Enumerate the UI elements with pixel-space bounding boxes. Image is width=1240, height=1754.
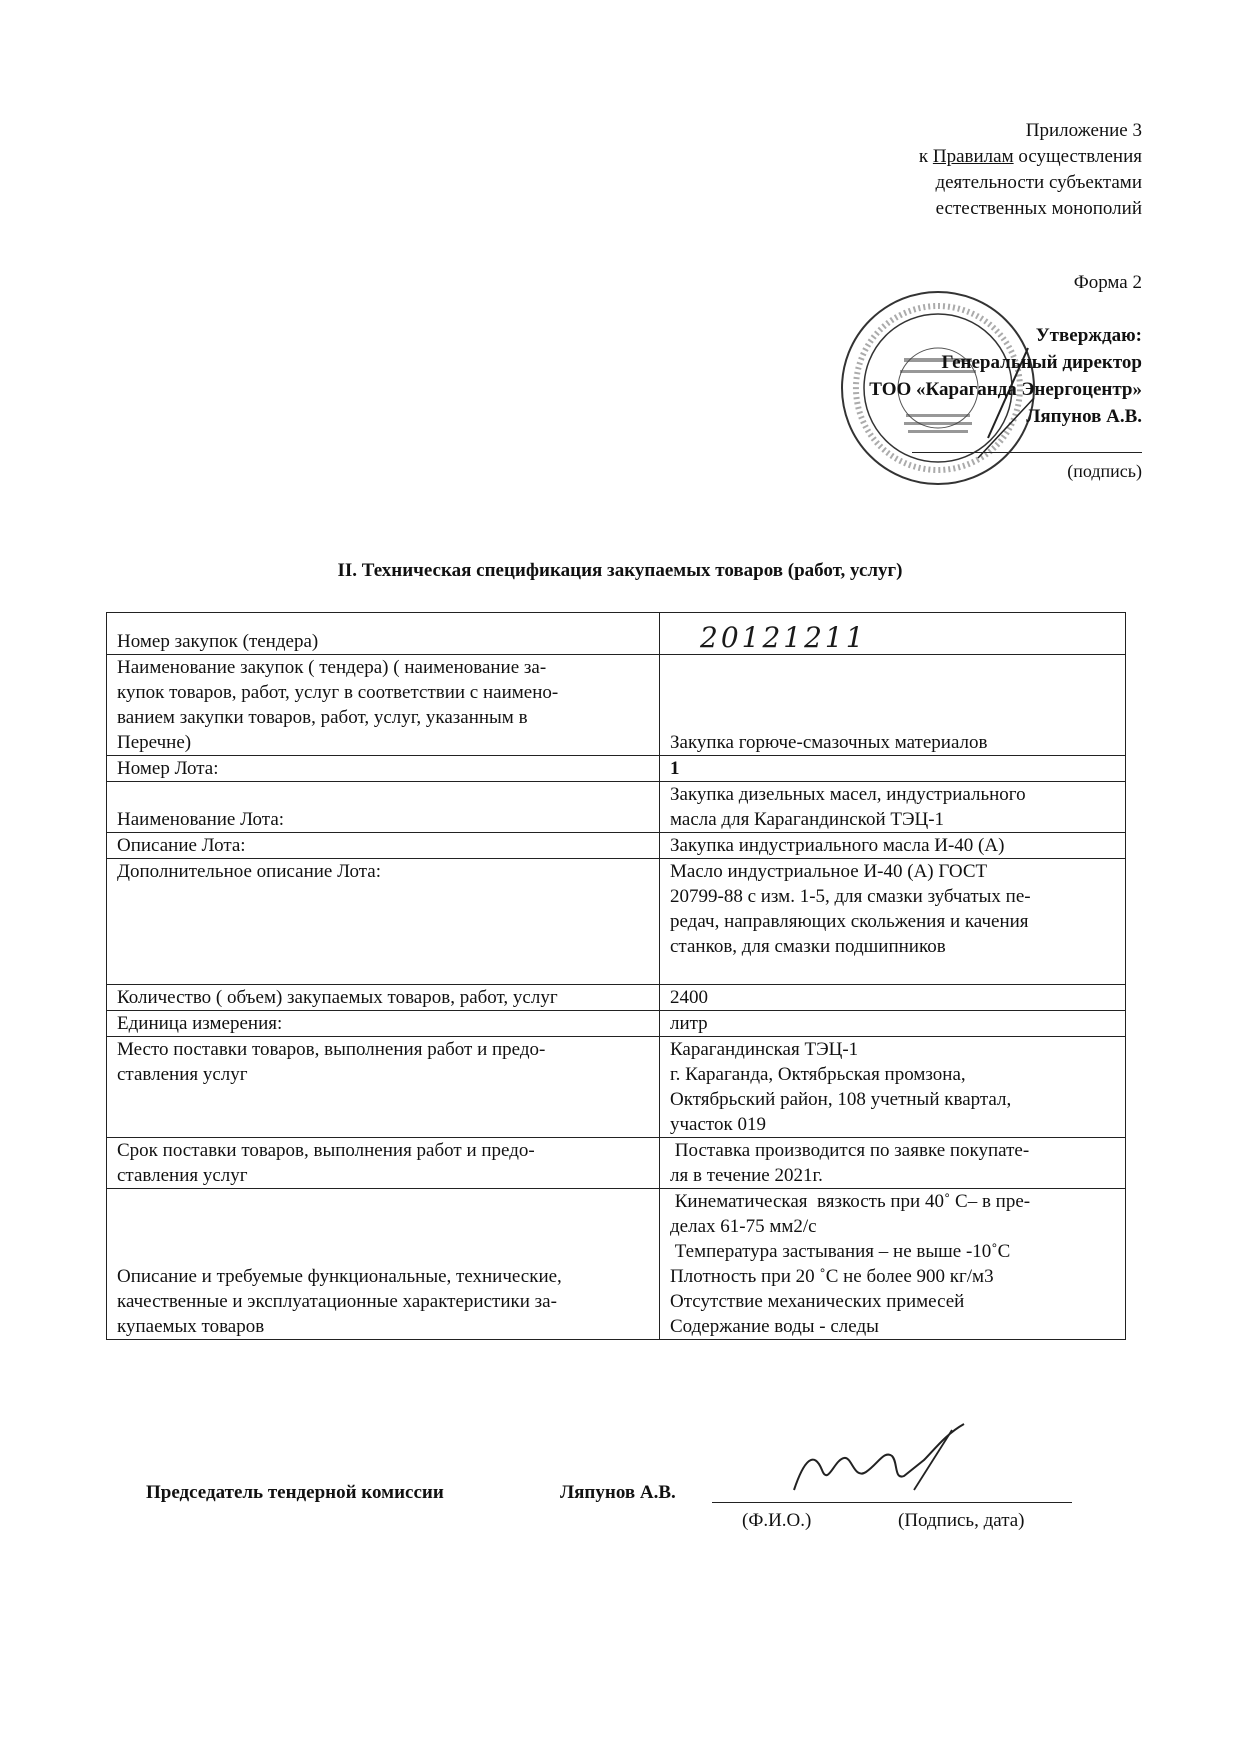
table-row <box>107 1138 1126 1189</box>
value-line: станков, для смазки подшипников <box>670 936 946 957</box>
table-row <box>107 859 1126 985</box>
row-label <box>107 1037 660 1138</box>
table-row <box>107 1011 1126 1037</box>
signature-line <box>712 1502 1072 1503</box>
table-row <box>107 782 1126 833</box>
table-row <box>107 613 1126 655</box>
appendix-line-2-rest: осуществления <box>1013 146 1142 167</box>
row-value: 1 <box>660 756 1126 782</box>
row-label: Единица измерения: <box>107 1011 660 1037</box>
handwritten-tender-number: 20121211 <box>700 621 867 654</box>
label-line: Срок поставки товаров, выполнения работ и предо- <box>117 1140 535 1161</box>
value-line: Поставка производится по заявке покупате- <box>670 1140 1030 1161</box>
form-number: Форма 2 <box>1073 272 1142 293</box>
row-label: Количество ( объем) закупаемых товаров, работ, услуг <box>107 985 660 1011</box>
value-line: ля в течение 2021г. <box>670 1165 823 1186</box>
value-line: Отсутствие механических примесей <box>670 1291 965 1312</box>
value-line: Карагандинская ТЭЦ-1 <box>670 1039 859 1060</box>
value-line: Масло индустриальное И-40 (А) ГОСТ <box>670 861 988 882</box>
appendix-line-1: Приложение 3 <box>1025 120 1142 141</box>
appendix-line-4: естественных монополий <box>935 198 1142 219</box>
approval-signature-line <box>912 430 1142 453</box>
row-value: Закупка горюче-смазочных материалов <box>660 655 1126 756</box>
chair-name: Ляпунов А.В. <box>560 1482 676 1503</box>
row-value <box>660 782 1126 833</box>
label-line: Наименование закупок ( тендера) ( наименование за- <box>117 657 547 678</box>
table-row <box>107 1189 1126 1340</box>
value-line: Закупка дизельных масел, индустриального <box>670 784 1026 805</box>
value-line: участок 019 <box>670 1114 766 1135</box>
value-line: Температура застывания – не выше -10˚С <box>670 1241 1011 1262</box>
value-line: редач, направляющих скольжения и качения <box>670 911 1029 932</box>
table-row <box>107 833 1126 859</box>
label-line: купок товаров, работ, услуг в соответствии с наимено- <box>117 682 559 703</box>
value-line: Содержание воды - следы <box>670 1316 879 1337</box>
row-value: 2400 <box>660 985 1126 1011</box>
row-label: Дополнительное описание Лота: <box>107 859 660 985</box>
row-label <box>107 1189 660 1340</box>
commission-chair-label: Председатель тендерной комиссии <box>146 1482 444 1503</box>
appendix-line-2 <box>919 144 1142 170</box>
label-line: ванием закупки товаров, работ, услуг, указанным в <box>117 707 528 728</box>
value-line: Плотность при 20 ˚С не более 900 кг/м3 <box>670 1266 994 1287</box>
value-line: Октябрьский район, 108 учетный квартал, <box>670 1089 1012 1110</box>
table-row <box>107 985 1126 1011</box>
row-label <box>107 655 660 756</box>
value-line: Кинематическая вязкость при 40˚ С– в пре- <box>670 1191 1031 1212</box>
specification-title: II. Техническая спецификация закупаемых товаров (работ, услуг) <box>337 560 903 581</box>
handwritten-signature <box>774 1420 974 1510</box>
fio-caption: (Ф.И.О.) <box>742 1510 812 1531</box>
row-value <box>660 859 1126 985</box>
row-label: Номер закупок (тендера) <box>107 613 660 655</box>
appendix-line-3: деятельности субъектами <box>935 172 1142 193</box>
table-row <box>107 756 1126 782</box>
table-row <box>107 655 1126 756</box>
row-value <box>660 1037 1126 1138</box>
rules-link[interactable]: Правилам <box>932 146 1014 167</box>
approver-position: Генеральный директор <box>941 352 1142 373</box>
label-line: ставления услуг <box>117 1165 248 1186</box>
label-line: качественные и эксплуатационные характеристики за- <box>117 1291 557 1312</box>
appendix-header <box>919 118 1142 222</box>
row-label: Номер Лота: <box>107 756 660 782</box>
row-label: Наименование Лота: <box>107 782 660 833</box>
row-value <box>660 1189 1126 1340</box>
label-line: Описание и требуемые функциональные, технические, <box>117 1266 562 1287</box>
approver-company: ТОО «Караганда Энергоцентр» <box>869 379 1142 400</box>
appendix-line-2-prefix: к <box>918 146 933 167</box>
row-label <box>107 1138 660 1189</box>
signature-date-caption: (Подпись, дата) <box>898 1510 1025 1531</box>
approval-heading: Утверждаю: <box>1035 325 1142 346</box>
approver-name: Ляпунов А.В. <box>1026 406 1142 427</box>
row-value: Закупка индустриального масла И-40 (А) <box>660 833 1126 859</box>
table-row <box>107 1037 1126 1138</box>
value-line: 20799-88 с изм. 1-5, для смазки зубчатых пе- <box>670 886 1031 907</box>
value-line: г. Караганда, Октябрьская промзона, <box>670 1064 966 1085</box>
row-value: литр <box>660 1011 1126 1037</box>
value-line: делах 61-75 мм2/с <box>670 1216 817 1237</box>
label-line: Место поставки товаров, выполнения работ и предо- <box>117 1039 546 1060</box>
approval-signature-caption: (подпись) <box>1067 461 1142 481</box>
label-line: купаемых товаров <box>117 1316 265 1337</box>
approval-block <box>869 322 1142 481</box>
row-value <box>660 613 1126 655</box>
row-value <box>660 1138 1126 1189</box>
label-line: Перечне) <box>117 732 192 753</box>
label-line: ставления услуг <box>117 1064 248 1085</box>
value-line: масла для Карагандинской ТЭЦ-1 <box>670 809 945 830</box>
row-label: Описание Лота: <box>107 833 660 859</box>
specification-table <box>106 612 1126 1340</box>
